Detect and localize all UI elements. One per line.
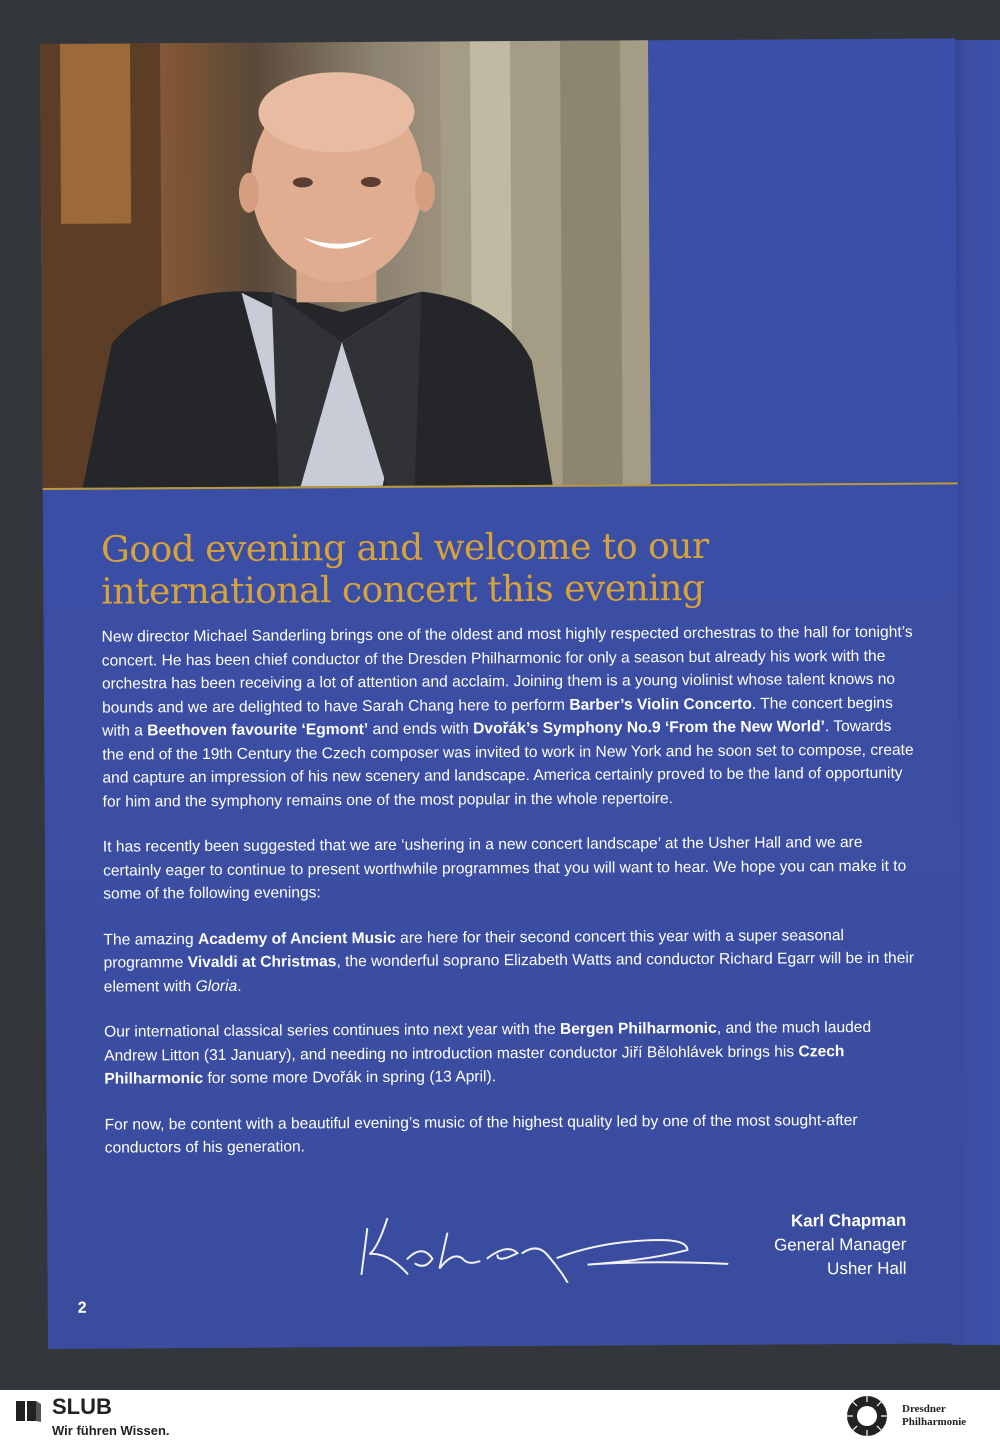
p3-bold-academy: Academy of Ancient Music bbox=[197, 929, 396, 948]
p1-text-3: and ends with bbox=[368, 720, 474, 739]
headline-line-2: international concert this evening bbox=[101, 567, 705, 613]
p1-text-1: New director Michael Sanderling brings one of the oldest and most highly respected orchestras to the hall for tonight’s concert. He has been chief conductor of the Dresden Philharmonic for only a season but already his work with the orchestra has been receiving a lot of attention and acclaim. Joining them is a young violinist whose talent knows no bounds and we are delighted to have Sarah Chang here to perform bbox=[101, 623, 913, 717]
slub-tagline: Wir führen Wissen. bbox=[52, 1423, 170, 1438]
partner-line-2: Philharmonie bbox=[902, 1416, 967, 1428]
welcome-body bbox=[102, 621, 920, 1182]
p4-text-1: Our international classical series continues into next year with the bbox=[103, 1020, 561, 1041]
signatory-venue: Usher Hall bbox=[827, 1258, 907, 1279]
page-number: 2 bbox=[77, 1299, 87, 1317]
p1-text-2: . The concert begins with a bbox=[102, 694, 893, 740]
p1-bold-dvorak: Dvořák’s Symphony No.9 ‘From the New World’ bbox=[473, 718, 825, 738]
p4-bold-bergen: Bergen Philharmonic bbox=[559, 1019, 717, 1038]
p4-text-2: , and the much lauded Andrew Litton (31 January), and needing no introduction master conductor Jiří Bělohlávek brings his bbox=[104, 1018, 872, 1065]
slub-logo-text[interactable]: SLUB bbox=[52, 1394, 112, 1419]
philharmonie-logo-text[interactable] bbox=[902, 1403, 966, 1429]
p3-text-2: are here for their second concert this year with a super seasonal programme bbox=[103, 926, 844, 972]
paragraph-5: For now, be content with a beautiful evening’s music of the highest quality led by one of the most sought-after conductors of his generation. bbox=[104, 1111, 858, 1157]
signatory-block bbox=[774, 1209, 907, 1282]
p1-bold-barber: Barber’s Violin Concerto bbox=[569, 695, 752, 714]
paragraph-1 bbox=[102, 621, 918, 814]
signatory-title: General Manager bbox=[773, 1234, 907, 1255]
p3-text-1: The amazing bbox=[103, 930, 199, 949]
paragraph-3 bbox=[103, 923, 918, 998]
slub-book-icon bbox=[14, 1398, 42, 1424]
portrait-photo bbox=[40, 40, 651, 488]
programme-page bbox=[40, 38, 963, 1349]
p1-text-4: . Towards the end of the 19th Century the Czech composer was invited to work in New York and he soon set to compose, create and capture an impression of his new scenery and landscape. America certainly proved to be the land of opportunity for him and the symphony remains one of the most popular in the whole repertoire. bbox=[102, 717, 914, 811]
p3-bold-vivaldi: Vivaldi at Christmas bbox=[187, 953, 337, 972]
partner-line-1: Dresdner bbox=[902, 1403, 946, 1415]
portrait-illustration bbox=[40, 40, 651, 488]
p4-bold-czech: Czech Philharmonic bbox=[104, 1042, 845, 1088]
p4-text-3: for some more Dvořák in spring (13 April). bbox=[203, 1068, 497, 1088]
p3-text-4: . bbox=[237, 977, 242, 995]
p3-text-3: , the wonderful soprano Elizabeth Watts and conductor Richard Egarr will be in their element with bbox=[103, 949, 915, 996]
philharmonie-emblem-icon bbox=[842, 1394, 892, 1438]
headline-line-1: Good evening and welcome to our bbox=[100, 525, 709, 571]
signatory-name: Karl Chapman bbox=[790, 1210, 907, 1231]
p3-italic-gloria: Gloria bbox=[195, 977, 238, 995]
paragraph-2: It has recently been suggested that we are ‘ushering in a new concert landscape’ at the Usher Hall and we are certainly eager to continue to present worthwhile programmes that you will want to hear. We hope you can make it to some of the following evenings: bbox=[102, 833, 907, 903]
paragraph-4 bbox=[104, 1016, 919, 1091]
footer-bar bbox=[0, 1390, 1000, 1441]
handwritten-signature bbox=[347, 1202, 747, 1284]
p1-bold-egmont: Beethoven favourite ‘Egmont’ bbox=[147, 721, 369, 740]
headline bbox=[101, 525, 802, 613]
